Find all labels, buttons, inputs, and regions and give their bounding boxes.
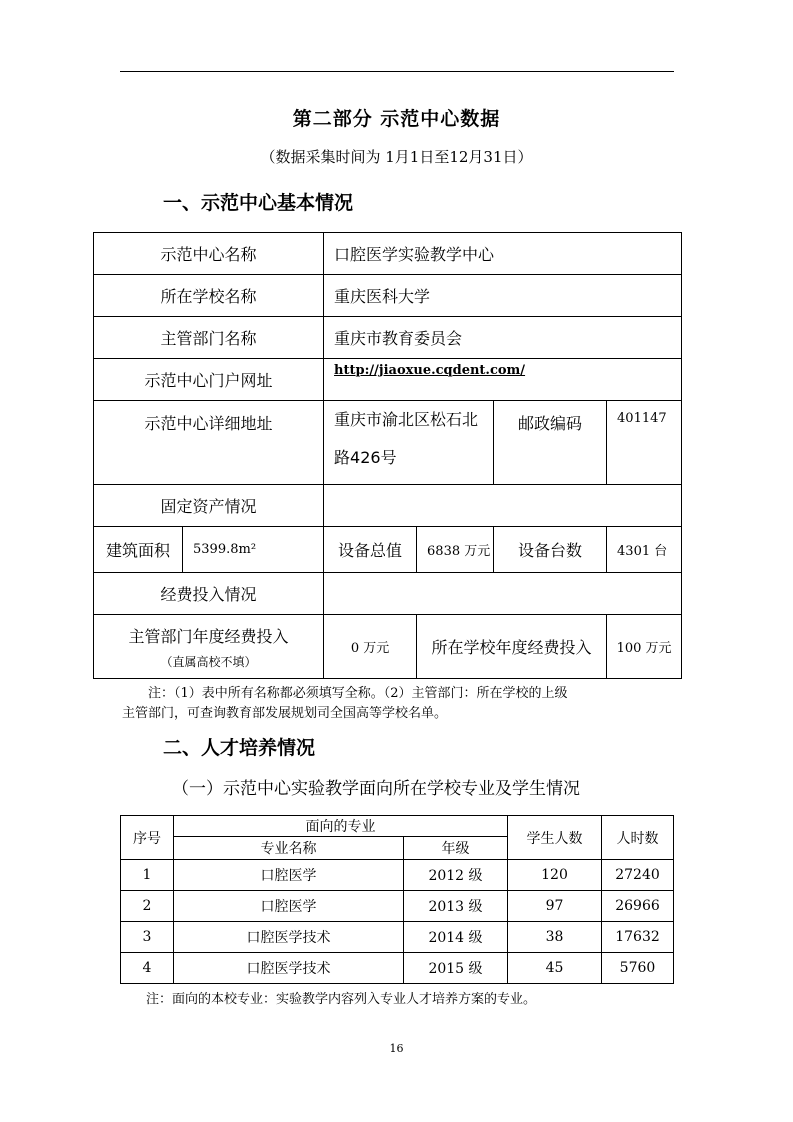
row-seq: 2 bbox=[121, 891, 174, 922]
row-students: 38 bbox=[508, 922, 602, 953]
basic-info-table bbox=[93, 232, 682, 679]
portal-url-label: 示范中心门户网址 bbox=[94, 359, 324, 401]
equipment-count-label: 设备台数 bbox=[494, 527, 607, 573]
row-hours: 26966 bbox=[602, 891, 674, 922]
postcode-label: 邮政编码 bbox=[494, 401, 607, 485]
col-major-group-header: 面向的专业 bbox=[174, 816, 508, 837]
row-major: 口腔医学技术 bbox=[174, 922, 404, 953]
table-row bbox=[121, 922, 674, 953]
portal-url-link[interactable]: http://jiaoxue.cqdent.com/ bbox=[324, 359, 682, 401]
row-students: 120 bbox=[508, 860, 602, 891]
table2-note: 注：面向的本校专业：实验教学内容列入专业人才培养方案的专业。 bbox=[146, 992, 537, 1007]
building-area-value: 5399.8m² bbox=[183, 527, 324, 573]
table1-note-line1: 注：（1）表中所有名称都必须填写全称。（2）主管部门：所在学校的上级 bbox=[148, 686, 568, 701]
equipment-count-value: 4301 台 bbox=[607, 527, 682, 573]
col-major-name-header: 专业名称 bbox=[174, 837, 404, 860]
building-area-label: 建筑面积 bbox=[94, 527, 183, 573]
col-grade-header: 年级 bbox=[404, 837, 508, 860]
address-label: 示范中心详细地址 bbox=[94, 401, 324, 485]
table-row bbox=[121, 860, 674, 891]
page-number: 16 bbox=[389, 1042, 404, 1055]
center-name-value: 口腔医学实验教学中心 bbox=[324, 233, 682, 275]
top-rule bbox=[120, 71, 674, 72]
dept-funding-cell bbox=[94, 615, 324, 679]
majors-students-table bbox=[120, 815, 674, 984]
row-grade: 2013 级 bbox=[404, 891, 508, 922]
section2-heading: 二、人才培养情况 bbox=[163, 737, 316, 759]
col-hours-header: 人时数 bbox=[602, 816, 674, 860]
table1-note bbox=[122, 684, 682, 724]
funding-label: 经费投入情况 bbox=[94, 573, 324, 615]
col-seq-header: 序号 bbox=[121, 816, 174, 860]
school-funding-label: 所在学校年度经费投入 bbox=[417, 615, 607, 679]
dept-funding-note: （直属高校不填） bbox=[160, 654, 257, 669]
equipment-total-value: 6838 万元 bbox=[417, 527, 494, 573]
row-grade: 2012 级 bbox=[404, 860, 508, 891]
address-value: 重庆市渝北区松石北路426号 bbox=[324, 401, 494, 485]
table-row bbox=[121, 891, 674, 922]
section1-heading: 一、示范中心基本情况 bbox=[163, 192, 354, 214]
table-row bbox=[121, 953, 674, 984]
school-name-label: 所在学校名称 bbox=[94, 275, 324, 317]
row-grade: 2015 级 bbox=[404, 953, 508, 984]
row-hours: 5760 bbox=[602, 953, 674, 984]
dept-name-value: 重庆市教育委员会 bbox=[324, 317, 682, 359]
row-students: 45 bbox=[508, 953, 602, 984]
row-major: 口腔医学 bbox=[174, 860, 404, 891]
funding-value bbox=[324, 573, 682, 615]
table1-note-line2: 主管部门，可查询教育部发展规划司全国高等学校名单。 bbox=[122, 706, 448, 721]
dept-funding-value: 0 万元 bbox=[324, 615, 417, 679]
fixed-assets-value bbox=[324, 485, 682, 527]
col-students-header: 学生人数 bbox=[508, 816, 602, 860]
data-collection-period: （数据采集时间为 1月1日至12月31日） bbox=[260, 148, 533, 166]
row-major: 口腔医学技术 bbox=[174, 953, 404, 984]
row-students: 97 bbox=[508, 891, 602, 922]
row-hours: 17632 bbox=[602, 922, 674, 953]
school-funding-value: 100 万元 bbox=[607, 615, 682, 679]
section2-subheading: （一）示范中心实验教学面向所在学校专业及学生情况 bbox=[172, 779, 580, 799]
row-major: 口腔医学 bbox=[174, 891, 404, 922]
row-seq: 3 bbox=[121, 922, 174, 953]
dept-funding-label: 主管部门年度经费投入 bbox=[128, 626, 289, 646]
row-seq: 1 bbox=[121, 860, 174, 891]
row-hours: 27240 bbox=[602, 860, 674, 891]
dept-name-label: 主管部门名称 bbox=[94, 317, 324, 359]
row-seq: 4 bbox=[121, 953, 174, 984]
postcode-value: 401147 bbox=[607, 401, 682, 485]
row-grade: 2014 级 bbox=[404, 922, 508, 953]
school-name-value: 重庆医科大学 bbox=[324, 275, 682, 317]
page-title: 第二部分 示范中心数据 bbox=[292, 108, 501, 130]
equipment-total-label: 设备总值 bbox=[324, 527, 417, 573]
fixed-assets-label: 固定资产情况 bbox=[94, 485, 324, 527]
center-name-label: 示范中心名称 bbox=[94, 233, 324, 275]
